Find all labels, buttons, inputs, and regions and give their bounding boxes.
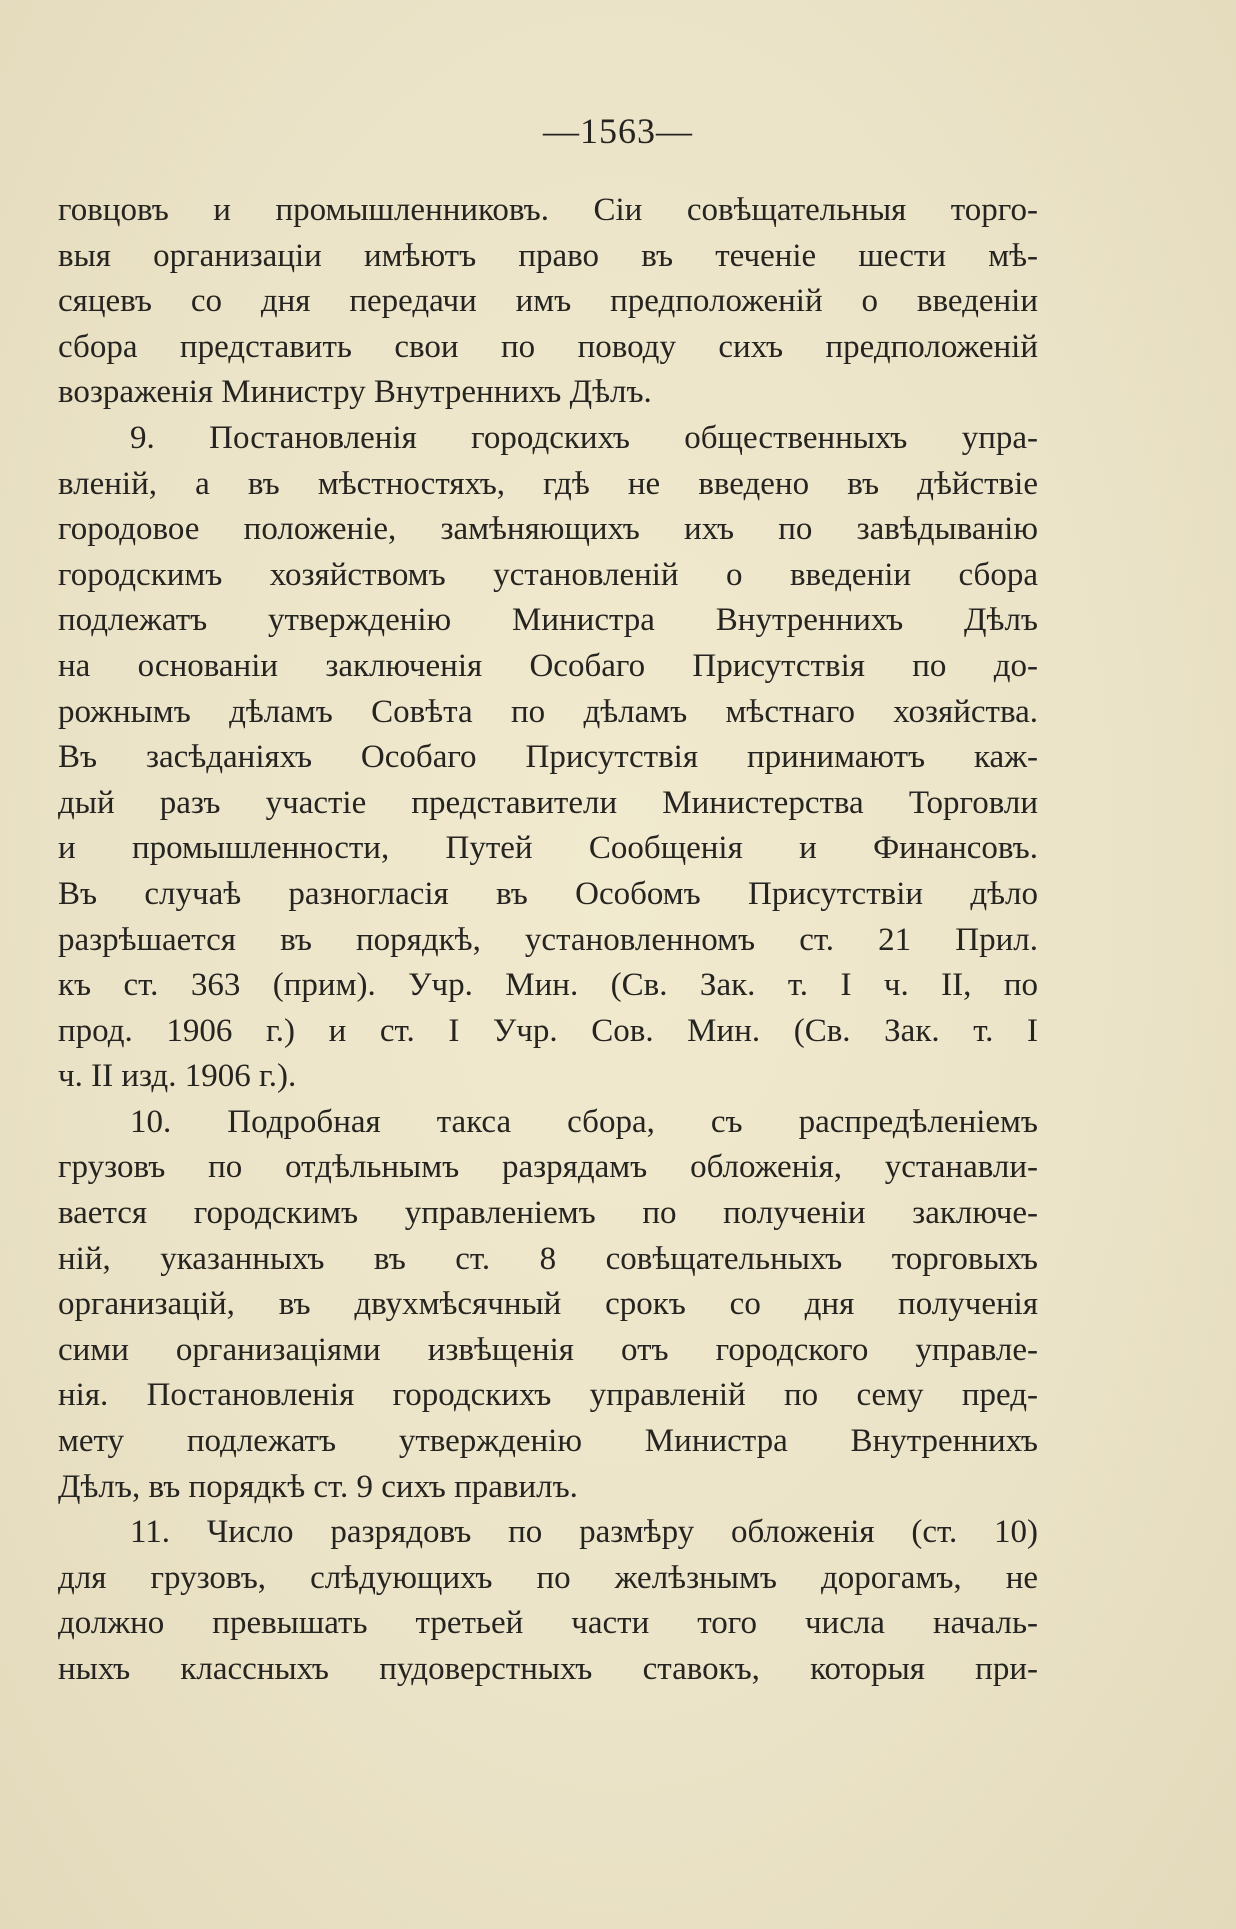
text-line: городскимъ хозяйствомъ установленій о введеніи сбора <box>58 556 1038 593</box>
page-number: —1563— <box>543 111 693 151</box>
text-line: возраженія Министру Внутреннихъ Дѣлъ. <box>58 374 652 411</box>
page-body-text <box>58 188 1038 1693</box>
text-line: сими организаціями извѣщенія отъ городского управле- <box>58 1331 1038 1368</box>
text-line: сбора представить свои по поводу сихъ предположеній <box>58 328 1038 365</box>
text-line: организацій, въ двухмѣсячный срокъ со дня полученія <box>58 1286 1038 1323</box>
text-line: ныхъ классныхъ пудоверстныхъ ставокъ, которыя при- <box>58 1651 1038 1687</box>
text-line: грузовъ по отдѣльнымъ разрядамъ обложенія, устанавли- <box>58 1149 1038 1186</box>
text-line: мету подлежатъ утвержденію Министра Внутреннихъ <box>58 1423 1038 1460</box>
text-line: городовое положеніе, замѣняющихъ ихъ по завѣдыванію <box>58 511 1038 548</box>
paragraph-start-10: 10. Подробная такса сбора, съ распредѣленіемъ <box>130 1103 1038 1140</box>
text-line: къ ст. 363 (прим). Учр. Мин. (Св. Зак. т. I ч. II, по <box>58 967 1038 1004</box>
text-line: дый разъ участіе представители Министерства Торговли <box>58 784 1038 821</box>
text-line: вленій, а въ мѣстностяхъ, гдѣ не введено въ дѣйствіе <box>58 465 1038 502</box>
text-line: на основаніи заключенія Особаго Присутствія по до- <box>58 647 1038 684</box>
text-line: для грузовъ, слѣдующихъ по желѣзнымъ дорогамъ, не <box>58 1559 1038 1596</box>
text-line: сяцевъ со дня передачи имъ предположеній о введеніи <box>58 283 1038 320</box>
text-line: должно превышать третьей части того числа началь- <box>58 1605 1038 1642</box>
paragraph-start-9: 9. Постановленія городскихъ общественныхъ упра- <box>130 419 1038 456</box>
text-line: Въ засѣданіяхъ Особаго Присутствія принимаютъ каж- <box>58 739 1038 776</box>
text-line: говцовъ и промышленниковъ. Сіи совѣщательныя торго- <box>58 192 1038 228</box>
text-line: вается городскимъ управленіемъ по полученіи заключе- <box>58 1195 1038 1232</box>
text-line: выя организаціи имѣютъ право въ теченіе шести мѣ- <box>58 237 1038 274</box>
text-line: прод. 1906 г.) и ст. I Учр. Сов. Мин. (Св. Зак. т. I <box>58 1012 1038 1049</box>
text-line: Въ случаѣ разногласія въ Особомъ Присутствіи дѣло <box>58 875 1038 912</box>
text-line: рожнымъ дѣламъ Совѣта по дѣламъ мѣстнаго хозяйства. <box>58 693 1038 730</box>
text-line: ній, указанныхъ въ ст. 8 совѣщательныхъ торговыхъ <box>58 1240 1038 1277</box>
text-line: подлежатъ утвержденію Министра Внутреннихъ Дѣлъ <box>58 602 1038 639</box>
text-line: разрѣшается въ порядкѣ, установленномъ ст. 21 Прил. <box>58 921 1038 958</box>
text-line: Дѣлъ, въ порядкѣ ст. 9 сихъ правилъ. <box>58 1468 578 1505</box>
text-line: нія. Постановленія городскихъ управленій по сему пред- <box>58 1377 1038 1414</box>
text-line: и промышленности, Путей Сообщенія и Финансовъ. <box>58 830 1038 867</box>
text-line: ч. II изд. 1906 г.). <box>58 1058 297 1095</box>
paragraph-start-11: 11. Число разрядовъ по размѣру обложенія (ст. 10) <box>130 1514 1038 1551</box>
